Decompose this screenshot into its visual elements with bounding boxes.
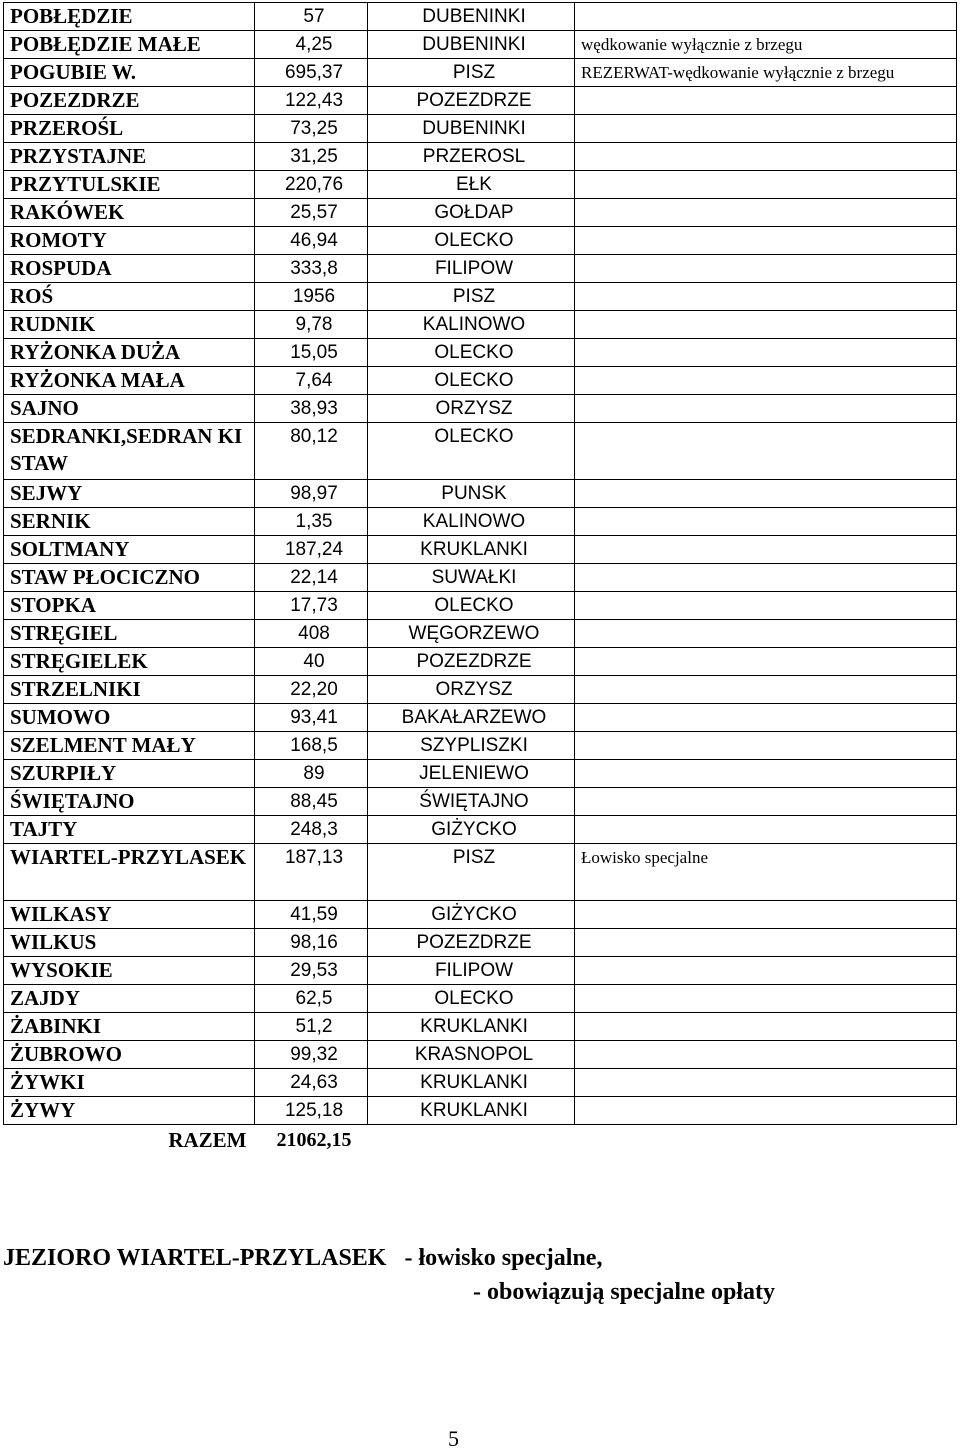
lake-area-cell: 25,57 <box>255 199 368 227</box>
lake-area-cell: 88,45 <box>255 788 368 816</box>
lake-area-cell: 17,73 <box>255 592 368 620</box>
table-row <box>4 844 957 901</box>
lakes-table <box>3 2 957 1154</box>
lake-commune-cell: GIŻYCKO <box>368 901 575 929</box>
lake-commune-cell: JELENIEWO <box>368 760 575 788</box>
lake-name-cell: ŻABINKI <box>4 1013 255 1041</box>
table-row <box>4 311 957 339</box>
lake-note-cell <box>575 676 957 704</box>
table-row <box>4 283 957 311</box>
lake-note-cell <box>575 1013 957 1041</box>
lake-commune-cell: PISZ <box>368 283 575 311</box>
lake-name-cell: POBŁĘDZIE <box>4 3 255 31</box>
lake-commune-cell: EŁK <box>368 171 575 199</box>
lake-note-cell: wędkowanie wyłącznie z brzegu <box>575 31 957 59</box>
lake-commune-cell: PISZ <box>368 59 575 87</box>
table-row <box>4 1069 957 1097</box>
lake-commune-cell: OLECKO <box>368 592 575 620</box>
table-row <box>4 957 957 985</box>
lake-commune-cell: POZEZDRZE <box>368 929 575 957</box>
lake-name-cell: ŻUBROWO <box>4 1041 255 1069</box>
table-row <box>4 171 957 199</box>
lake-note-cell <box>575 957 957 985</box>
lake-name-cell: TAJTY <box>4 816 255 844</box>
table-row <box>4 480 957 508</box>
lake-area-cell: 40 <box>255 648 368 676</box>
lake-area-cell: 62,5 <box>255 985 368 1013</box>
lake-note-cell <box>575 283 957 311</box>
lake-area-cell: 9,78 <box>255 311 368 339</box>
lake-name-cell: POZEZDRZE <box>4 87 255 115</box>
table-row <box>4 423 957 480</box>
lake-name-cell: WIARTEL-PRZYLASEK <box>4 844 255 901</box>
lake-area-cell: 7,64 <box>255 367 368 395</box>
table-row <box>4 1013 957 1041</box>
lake-commune-cell: KRUKLANKI <box>368 1069 575 1097</box>
lake-area-cell: 187,13 <box>255 844 368 901</box>
table-row <box>4 788 957 816</box>
lake-name-cell: PRZYTULSKIE <box>4 171 255 199</box>
table-row <box>4 508 957 536</box>
lake-note-cell <box>575 227 957 255</box>
lake-area-cell: 80,12 <box>255 423 368 480</box>
lake-commune-cell: OLECKO <box>368 985 575 1013</box>
lake-note-cell: REZERWAT-wędkowanie wyłącznie z brzegu <box>575 59 957 87</box>
lake-note-cell <box>575 1069 957 1097</box>
lake-area-cell: 51,2 <box>255 1013 368 1041</box>
lake-note-cell <box>575 199 957 227</box>
lake-area-cell: 695,37 <box>255 59 368 87</box>
lake-note-cell <box>575 87 957 115</box>
lake-name-cell: WILKUS <box>4 929 255 957</box>
table-row <box>4 1097 957 1125</box>
lake-area-cell: 41,59 <box>255 901 368 929</box>
table-row <box>4 929 957 957</box>
lake-name-cell: ŚWIĘTAJNO <box>4 788 255 816</box>
lake-area-cell: 38,93 <box>255 395 368 423</box>
lake-note-cell <box>575 929 957 957</box>
lake-commune-cell: POZEZDRZE <box>368 648 575 676</box>
lake-note-cell <box>575 816 957 844</box>
lake-commune-cell: FILIPOW <box>368 255 575 283</box>
lake-name-cell: POGUBIE W. <box>4 59 255 87</box>
table-row <box>4 901 957 929</box>
lake-area-cell: 220,76 <box>255 171 368 199</box>
lake-area-cell: 248,3 <box>255 816 368 844</box>
lake-area-cell: 408 <box>255 620 368 648</box>
table-row <box>4 732 957 760</box>
lake-commune-cell: KALINOWO <box>368 508 575 536</box>
lake-area-cell: 73,25 <box>255 115 368 143</box>
lake-note-cell <box>575 367 957 395</box>
total-row <box>4 1125 957 1155</box>
lake-note-cell <box>575 788 957 816</box>
lake-area-cell: 99,32 <box>255 1041 368 1069</box>
lake-name-cell: ROŚ <box>4 283 255 311</box>
table-row <box>4 760 957 788</box>
table-row <box>4 115 957 143</box>
lake-commune-cell: WĘGORZEWO <box>368 620 575 648</box>
lake-name-cell: WILKASY <box>4 901 255 929</box>
lake-area-cell: 29,53 <box>255 957 368 985</box>
table-row <box>4 985 957 1013</box>
footnote-line-1: JEZIORO WIARTEL-PRZYLASEK - łowisko specjalne, <box>3 1245 603 1271</box>
lake-commune-cell: PRZEROSL <box>368 143 575 171</box>
table-row <box>4 3 957 31</box>
lake-name-cell: SAJNO <box>4 395 255 423</box>
table-row <box>4 1041 957 1069</box>
lake-commune-cell: OLECKO <box>368 367 575 395</box>
table-row <box>4 676 957 704</box>
lake-commune-cell: KRASNOPOL <box>368 1041 575 1069</box>
lake-area-cell: 93,41 <box>255 704 368 732</box>
lake-name-cell: STRĘGIEL <box>4 620 255 648</box>
lake-name-cell: WYSOKIE <box>4 957 255 985</box>
lake-commune-cell: SUWAŁKI <box>368 564 575 592</box>
table-row <box>4 339 957 367</box>
lake-note-cell <box>575 1097 957 1125</box>
table-row <box>4 564 957 592</box>
lake-area-cell: 98,97 <box>255 480 368 508</box>
table-row <box>4 592 957 620</box>
table-row <box>4 255 957 283</box>
lake-area-cell: 187,24 <box>255 536 368 564</box>
lake-name-cell: SZELMENT MAŁY <box>4 732 255 760</box>
lake-name-cell: ZAJDY <box>4 985 255 1013</box>
lake-note-cell <box>575 564 957 592</box>
table-row <box>4 536 957 564</box>
lake-note-cell: Łowisko specjalne <box>575 844 957 901</box>
lake-commune-cell: FILIPOW <box>368 957 575 985</box>
footnote-line-2: - obowiązują specjalne opłaty <box>473 1279 775 1305</box>
lake-commune-cell: ORZYSZ <box>368 395 575 423</box>
table-row <box>4 367 957 395</box>
lake-commune-cell: DUBENINKI <box>368 3 575 31</box>
table-row <box>4 620 957 648</box>
lake-note-cell <box>575 423 957 480</box>
lake-name-cell: STAW PŁOCICZNO <box>4 564 255 592</box>
lake-area-cell: 1,35 <box>255 508 368 536</box>
lake-commune-cell: OLECKO <box>368 227 575 255</box>
lake-name-cell: SEDRANKI,SEDRAN KI STAW <box>4 423 255 480</box>
lake-name-cell: SEJWY <box>4 480 255 508</box>
lakes-table-body <box>4 3 957 1155</box>
lake-commune-cell: SZYPLISZKI <box>368 732 575 760</box>
lake-commune-cell: KALINOWO <box>368 311 575 339</box>
lake-note-cell <box>575 901 957 929</box>
lake-name-cell: SUMOWO <box>4 704 255 732</box>
lake-area-cell: 57 <box>255 3 368 31</box>
lake-commune-cell: PUNSK <box>368 480 575 508</box>
lake-commune-cell: GOŁDAP <box>368 199 575 227</box>
lake-name-cell: RAKÓWEK <box>4 199 255 227</box>
lake-note-cell <box>575 255 957 283</box>
lake-note-cell <box>575 592 957 620</box>
lake-note-cell <box>575 311 957 339</box>
lake-area-cell: 125,18 <box>255 1097 368 1125</box>
lake-commune-cell: DUBENINKI <box>368 31 575 59</box>
lake-name-cell: STRĘGIELEK <box>4 648 255 676</box>
table-row <box>4 227 957 255</box>
lake-name-cell: SZURPIŁY <box>4 760 255 788</box>
lake-area-cell: 31,25 <box>255 143 368 171</box>
lake-commune-cell: OLECKO <box>368 423 575 480</box>
table-row <box>4 31 957 59</box>
lake-name-cell: PRZEROŚL <box>4 115 255 143</box>
lake-commune-cell: PISZ <box>368 844 575 901</box>
lake-note-cell <box>575 339 957 367</box>
lake-note-cell <box>575 536 957 564</box>
page-number: 5 <box>448 1426 459 1451</box>
total-empty-cell <box>368 1125 575 1155</box>
lake-note-cell <box>575 985 957 1013</box>
table-row <box>4 704 957 732</box>
lake-commune-cell: POZEZDRZE <box>368 87 575 115</box>
table-row <box>4 199 957 227</box>
lake-note-cell <box>575 704 957 732</box>
lake-name-cell: ŻYWY <box>4 1097 255 1125</box>
total-empty-cell <box>575 1125 957 1155</box>
lake-name-cell: SERNIK <box>4 508 255 536</box>
table-row <box>4 395 957 423</box>
lake-area-cell: 98,16 <box>255 929 368 957</box>
lake-area-cell: 122,43 <box>255 87 368 115</box>
lake-area-cell: 333,8 <box>255 255 368 283</box>
lake-note-cell <box>575 508 957 536</box>
lake-note-cell <box>575 171 957 199</box>
lake-note-cell <box>575 648 957 676</box>
lake-area-cell: 15,05 <box>255 339 368 367</box>
lake-area-cell: 4,25 <box>255 31 368 59</box>
lake-name-cell: RUDNIK <box>4 311 255 339</box>
lake-note-cell <box>575 1041 957 1069</box>
lake-area-cell: 22,20 <box>255 676 368 704</box>
lake-note-cell <box>575 760 957 788</box>
lake-note-cell <box>575 620 957 648</box>
lake-name-cell: STOPKA <box>4 592 255 620</box>
lake-area-cell: 24,63 <box>255 1069 368 1097</box>
lake-name-cell: SOLTMANY <box>4 536 255 564</box>
lake-area-cell: 168,5 <box>255 732 368 760</box>
table-row <box>4 816 957 844</box>
lake-name-cell: RYŻONKA DUŻA <box>4 339 255 367</box>
lake-name-cell: ŻYWKI <box>4 1069 255 1097</box>
lake-area-cell: 1956 <box>255 283 368 311</box>
total-value: 21062,15 <box>276 1129 352 1151</box>
table-row <box>4 648 957 676</box>
lake-commune-cell: OLECKO <box>368 339 575 367</box>
lake-commune-cell: KRUKLANKI <box>368 1097 575 1125</box>
lake-note-cell <box>575 3 957 31</box>
lake-name-cell: POBŁĘDZIE MAŁE <box>4 31 255 59</box>
lake-note-cell <box>575 115 957 143</box>
lake-name-cell: ROSPUDA <box>4 255 255 283</box>
lake-commune-cell: ŚWIĘTAJNO <box>368 788 575 816</box>
lake-note-cell <box>575 480 957 508</box>
lake-name-cell: RYŻONKA MAŁA <box>4 367 255 395</box>
lake-note-cell <box>575 395 957 423</box>
lake-commune-cell: DUBENINKI <box>368 115 575 143</box>
lake-commune-cell: BAKAŁARZEWO <box>368 704 575 732</box>
total-label: RAZEM <box>168 1128 247 1152</box>
lake-area-cell: 22,14 <box>255 564 368 592</box>
table-row <box>4 87 957 115</box>
lake-area-cell: 46,94 <box>255 227 368 255</box>
lake-name-cell: PRZYSTAJNE <box>4 143 255 171</box>
lake-name-cell: STRZELNIKI <box>4 676 255 704</box>
lake-note-cell <box>575 732 957 760</box>
lake-commune-cell: KRUKLANKI <box>368 536 575 564</box>
lake-area-cell: 89 <box>255 760 368 788</box>
table-row <box>4 143 957 171</box>
lake-commune-cell: KRUKLANKI <box>368 1013 575 1041</box>
lake-commune-cell: ORZYSZ <box>368 676 575 704</box>
lake-commune-cell: GIŻYCKO <box>368 816 575 844</box>
table-row <box>4 59 957 87</box>
lake-note-cell <box>575 143 957 171</box>
lake-name-cell: ROMOTY <box>4 227 255 255</box>
